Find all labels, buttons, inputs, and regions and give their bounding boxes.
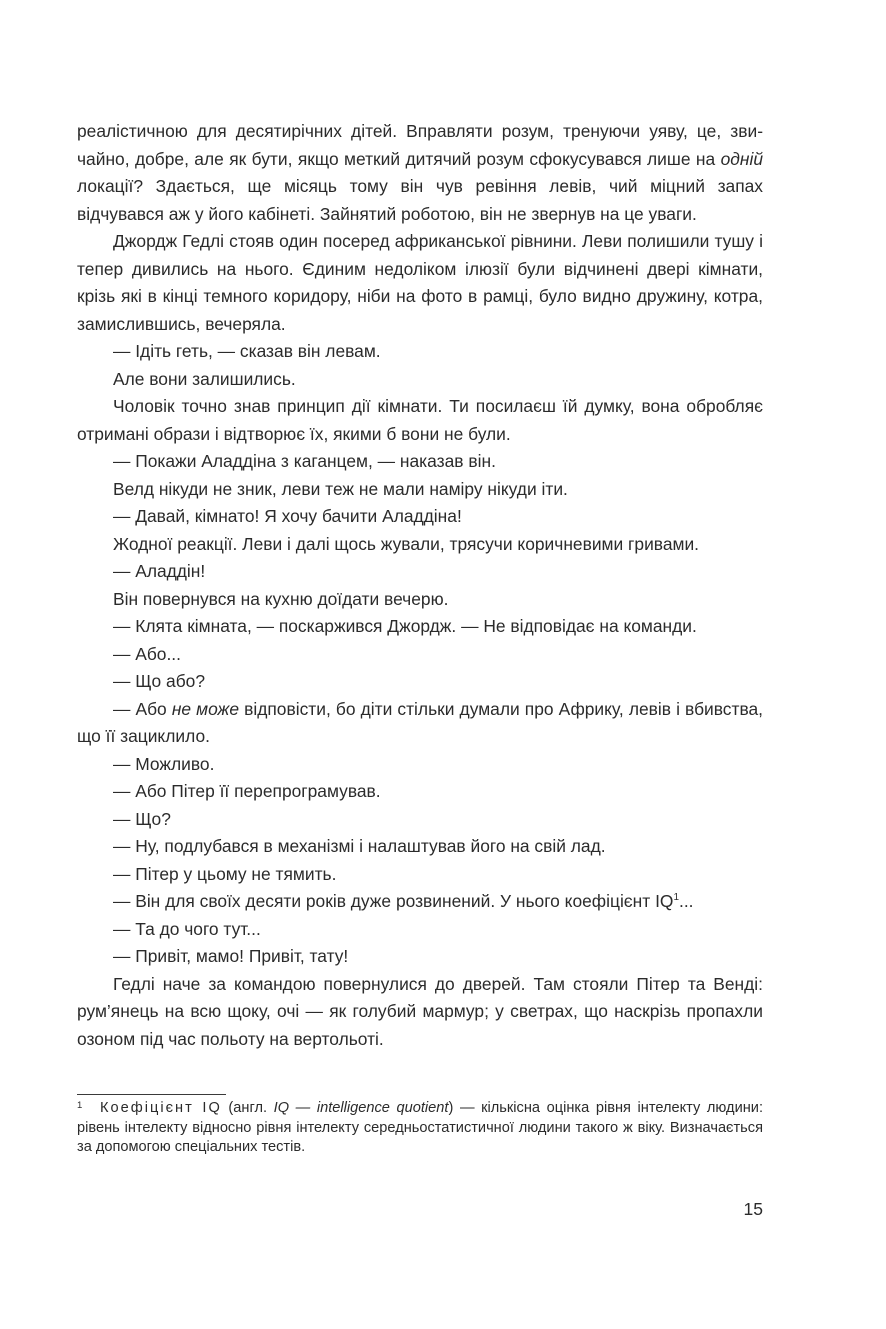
dialogue-line: — Покажи Аладдіна з каганцем, — наказав він. [113, 451, 496, 471]
dialogue-line: — Привіт, мамо! Привіт, тату! [113, 946, 349, 966]
emphasis: не може [171, 698, 240, 719]
dialogue-line: — Та до чого тут... [113, 918, 261, 939]
paragraph: Чоловік точно знав принцип дії кімнати. Ти посилаєш їй думку, вона обробляє отримані образи і відтворює їх, якими б вони не були. [77, 396, 763, 444]
dialogue-line: — Або не може відповісти, бо діти стільки думали про Африку, левів і вбивства, що її зациклило. [77, 698, 764, 746]
dialogue-line: — Ідіть геть, — сказав він левам. [113, 341, 381, 361]
dialogue-line: — Або... [113, 643, 181, 664]
dialogue-line: — Ну, подлубався в механізмі і налаштував його на свій лад. [113, 836, 606, 856]
dialogue-line: — Або Пітер її перепрограмував. [113, 781, 381, 801]
footnote-term: Коефіцієнт IQ [100, 1100, 222, 1116]
dialogue-line: — Клята кімната, — поскаржився Джордж. — Не відповідає на команди. [113, 616, 697, 636]
dialogue-line: — Що? [113, 808, 171, 829]
footnote-divider [77, 1094, 226, 1095]
dialogue-line: — Що або? [113, 671, 206, 691]
footnote-reference[interactable]: 1 [673, 892, 680, 904]
dialogue-line: — Можливо. [113, 753, 215, 774]
paragraph-continued: реалістичною для десятирічних дітей. Вправляти розум, тренуючи уяву, це, звичайно, добре, але як бути, якщо меткий дитячий розум сфокусувався лише на одній локації? Здається, ще місяць тому він чув ревіння левів, чий міцний запах відчувався аж у його кабінеті. Зайнятий роботою, він не звернув на це уваги. [77, 121, 763, 224]
paragraph: Він повернувся на кухню доїдати вечерю. [113, 588, 449, 609]
paragraph: Джордж Гедлі стояв один посеред африканської рівнини. Леви полишили тушу і тепер дивились на нього. Єдиним недоліком ілюзії були відчинені двері кімнати, крізь які в кінці темного коридору, ніби на фото в рамці, було видно дружину, котра, замислившись, вечеряла. [77, 231, 763, 334]
paragraph: Але вони залишились. [113, 368, 296, 389]
footnote-number: 1 [77, 1100, 83, 1111]
dialogue-line: — Аладдін! [113, 561, 206, 581]
page-number: 15 [743, 1199, 763, 1219]
paragraph: Гедлі наче за командою повернулися до дверей. Там стояли Пітер та Венді: рум’янець на всю щоку, очі — як голубий мармур; у светрах, що наскрізь пропахли озоном під час польоту на вертольоті. [77, 973, 763, 1049]
paragraph: Жодної реакції. Леви і далі щось жували, трясучи коричневими гривами. [113, 533, 699, 554]
paragraph: Велд нікуди не зник, леви теж не мали наміру нікуди іти. [113, 478, 568, 499]
emphasis: одній [720, 148, 763, 169]
dialogue-line: — Давай, кімнато! Я хочу бачити Аладдіна! [113, 506, 462, 526]
dialogue-line: — Він для своїх десяти років дуже розвинений. У нього коефіцієнт IQ$^1$... [113, 891, 694, 911]
dialogue-line: — Пітер у цьому не тямить. [113, 863, 337, 884]
body-text [77, 118, 763, 1053]
footnote: 1 Коефіцієнт IQ (англ. IQ — intelligence quotient) — кількісна оцінка рівня інтелекту людини: рівень інтелекту відносно рівня інтелекту середньостатистичної людини такого ж віку. Визначається за допомогою спеціальних тестів. [77, 1099, 763, 1158]
